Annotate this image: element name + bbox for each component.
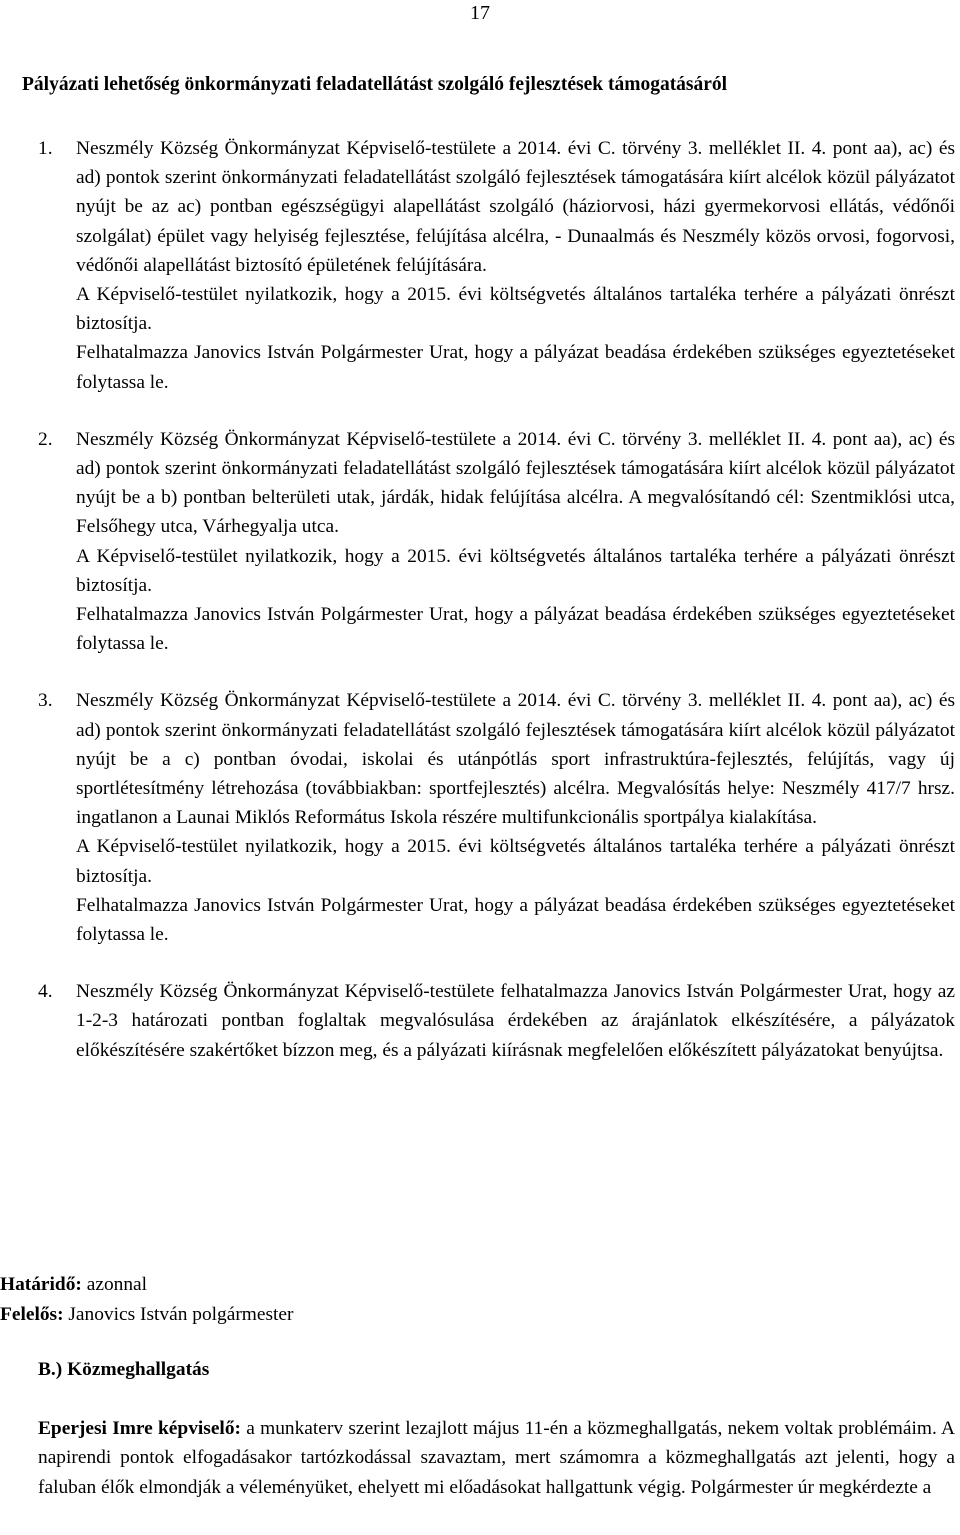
deadline-label: Határidő: — [0, 1274, 82, 1295]
responsible-label: Felelős: — [0, 1304, 64, 1325]
item-paragraph: A Képviselő-testület nyilatkozik, hogy a 2015. évi költségvetés általános tartaléka terhére a pályázati önrészt biztosítja. — [76, 836, 955, 887]
item-paragraph: Felhatalmazza Janovics István Polgármester Urat, hogy a pályázat beadása érdekében szükséges egyeztetéseket folytassa le. — [76, 342, 955, 393]
item-number: 2. — [38, 428, 53, 450]
resolution-item — [38, 686, 955, 949]
item-paragraph: Neszmély Község Önkormányzat Képviselő-testülete felhatalmazza Janovics István Polgármester Urat, hogy az 1-2-3 határozati pontban foglaltak megvalósulása érdekében az árajánlatok elkészítésére, a pályázatok előkészítésére szakértőket bízzon meg, és a pályázati kiírásnak megfelelően előkészített pályázatokat benyújtsa. — [76, 981, 955, 1061]
resolution-list — [38, 134, 955, 1093]
speech-paragraph — [38, 1414, 955, 1502]
resolution-item — [38, 977, 955, 1065]
deadline-responsible-block — [0, 1270, 293, 1330]
document-title: Pályázati lehetőség önkormányzati feladatellátást szolgáló fejlesztések támogatásáról — [22, 74, 728, 95]
item-paragraph: Neszmély Község Önkormányzat Képviselő-testülete a 2014. évi C. törvény 3. melléklet II. 4. pont aa), ac) és ad) pontok szerint önkormányzati feladatellátást szolgáló fejlesztések támogatására kiírt alcélok közül pályázatot nyújt be a b) pontban belterületi utak, járdák, hidak felújítása alcélra. A megvalósítandó cél: Szentmiklósi utca, Felsőhegy utca, Várhegyalja utca. — [76, 428, 955, 538]
item-paragraph: Felhatalmazza Janovics István Polgármester Urat, hogy a pályázat beadása érdekében szükséges egyeztetéseket folytassa le. — [76, 894, 955, 946]
item-number: 4. — [38, 981, 53, 1003]
section-heading: B.) Közmeghallgatás — [38, 1359, 210, 1380]
page-number: 17 — [470, 2, 490, 24]
item-paragraph: Neszmély Község Önkormányzat Képviselő-testülete a 2014. évi C. törvény 3. melléklet II. 4. pont aa), ac) és ad) pontok szerint önkormányzati feladatellátást szolgáló fejlesztések támogatására kiírt alcélok közül pályázatot nyújt be a c) pontban óvodai, iskolai és utánpótlás sport infrastruktúra-fejlesztés, felújítás, vagy új sportlétesítmény létrehozása (továbbiakban: sportfejlesztés) alcélra. Megvalósítás helye: Neszmély 417/7 hrsz. ingatlanon a Launai Miklós Református Iskola részére multifunkcionális sportpálya kialakítása. — [76, 690, 955, 829]
speaker-name: Eperjesi Imre képviselő: — [38, 1418, 241, 1439]
resolution-item — [38, 134, 955, 397]
resolution-item — [38, 425, 955, 659]
item-paragraph: A Képviselő-testület nyilatkozik, hogy a 2015. évi költségvetés általános tartaléka terhére a pályázati önrészt biztosítja. — [76, 284, 955, 335]
item-paragraph: Felhatalmazza Janovics István Polgármester Urat, hogy a pályázat beadása érdekében szükséges egyeztetéseket folytassa le. — [76, 604, 955, 655]
responsible-line — [0, 1300, 293, 1330]
item-paragraph: A Képviselő-testület nyilatkozik, hogy a 2015. évi költségvetés általános tartaléka terhére a pályázati önrészt biztosítja. — [76, 545, 955, 596]
responsible-value: Janovics István polgármester — [68, 1304, 294, 1325]
speech-text: a munkaterv szerint lezajlott május 11-én a közmeghallgatás, nekem voltak problémáim. A napirendi pontok elfogadásakor tartózkodással szavaztam, mert számomra a közmeghallgatás azt jelenti, hogy a faluban élők elmondják a véleményüket, ehelyett mi előadásokat hallgattunk végig. Polgármester úr megkérdezte a — [38, 1418, 956, 1498]
deadline-line — [0, 1270, 293, 1300]
item-number: 1. — [38, 138, 53, 159]
deadline-value: azonnal — [86, 1274, 148, 1295]
item-number: 3. — [38, 690, 53, 712]
item-paragraph: Neszmély Község Önkormányzat Képviselő-testülete a 2014. évi C. törvény 3. melléklet II. 4. pont aa), ac) és ad) pontok szerint önkormányzati feladatellátást szolgáló fejlesztések támogatására kiírt alcélok közül pályázatot nyújt be az ac) pontban egészségügyi alapellátást szolgáló (háziorvosi, házi gyermekorvosi ellátás, védőnői szolgálat) épület vagy helyiség fejlesztése, felújítása alcélra, - Dunaalmás és Neszmély közös orvosi, fogorvosi, védőnői alapellátást biztosító épületének felújítására. — [76, 138, 955, 276]
